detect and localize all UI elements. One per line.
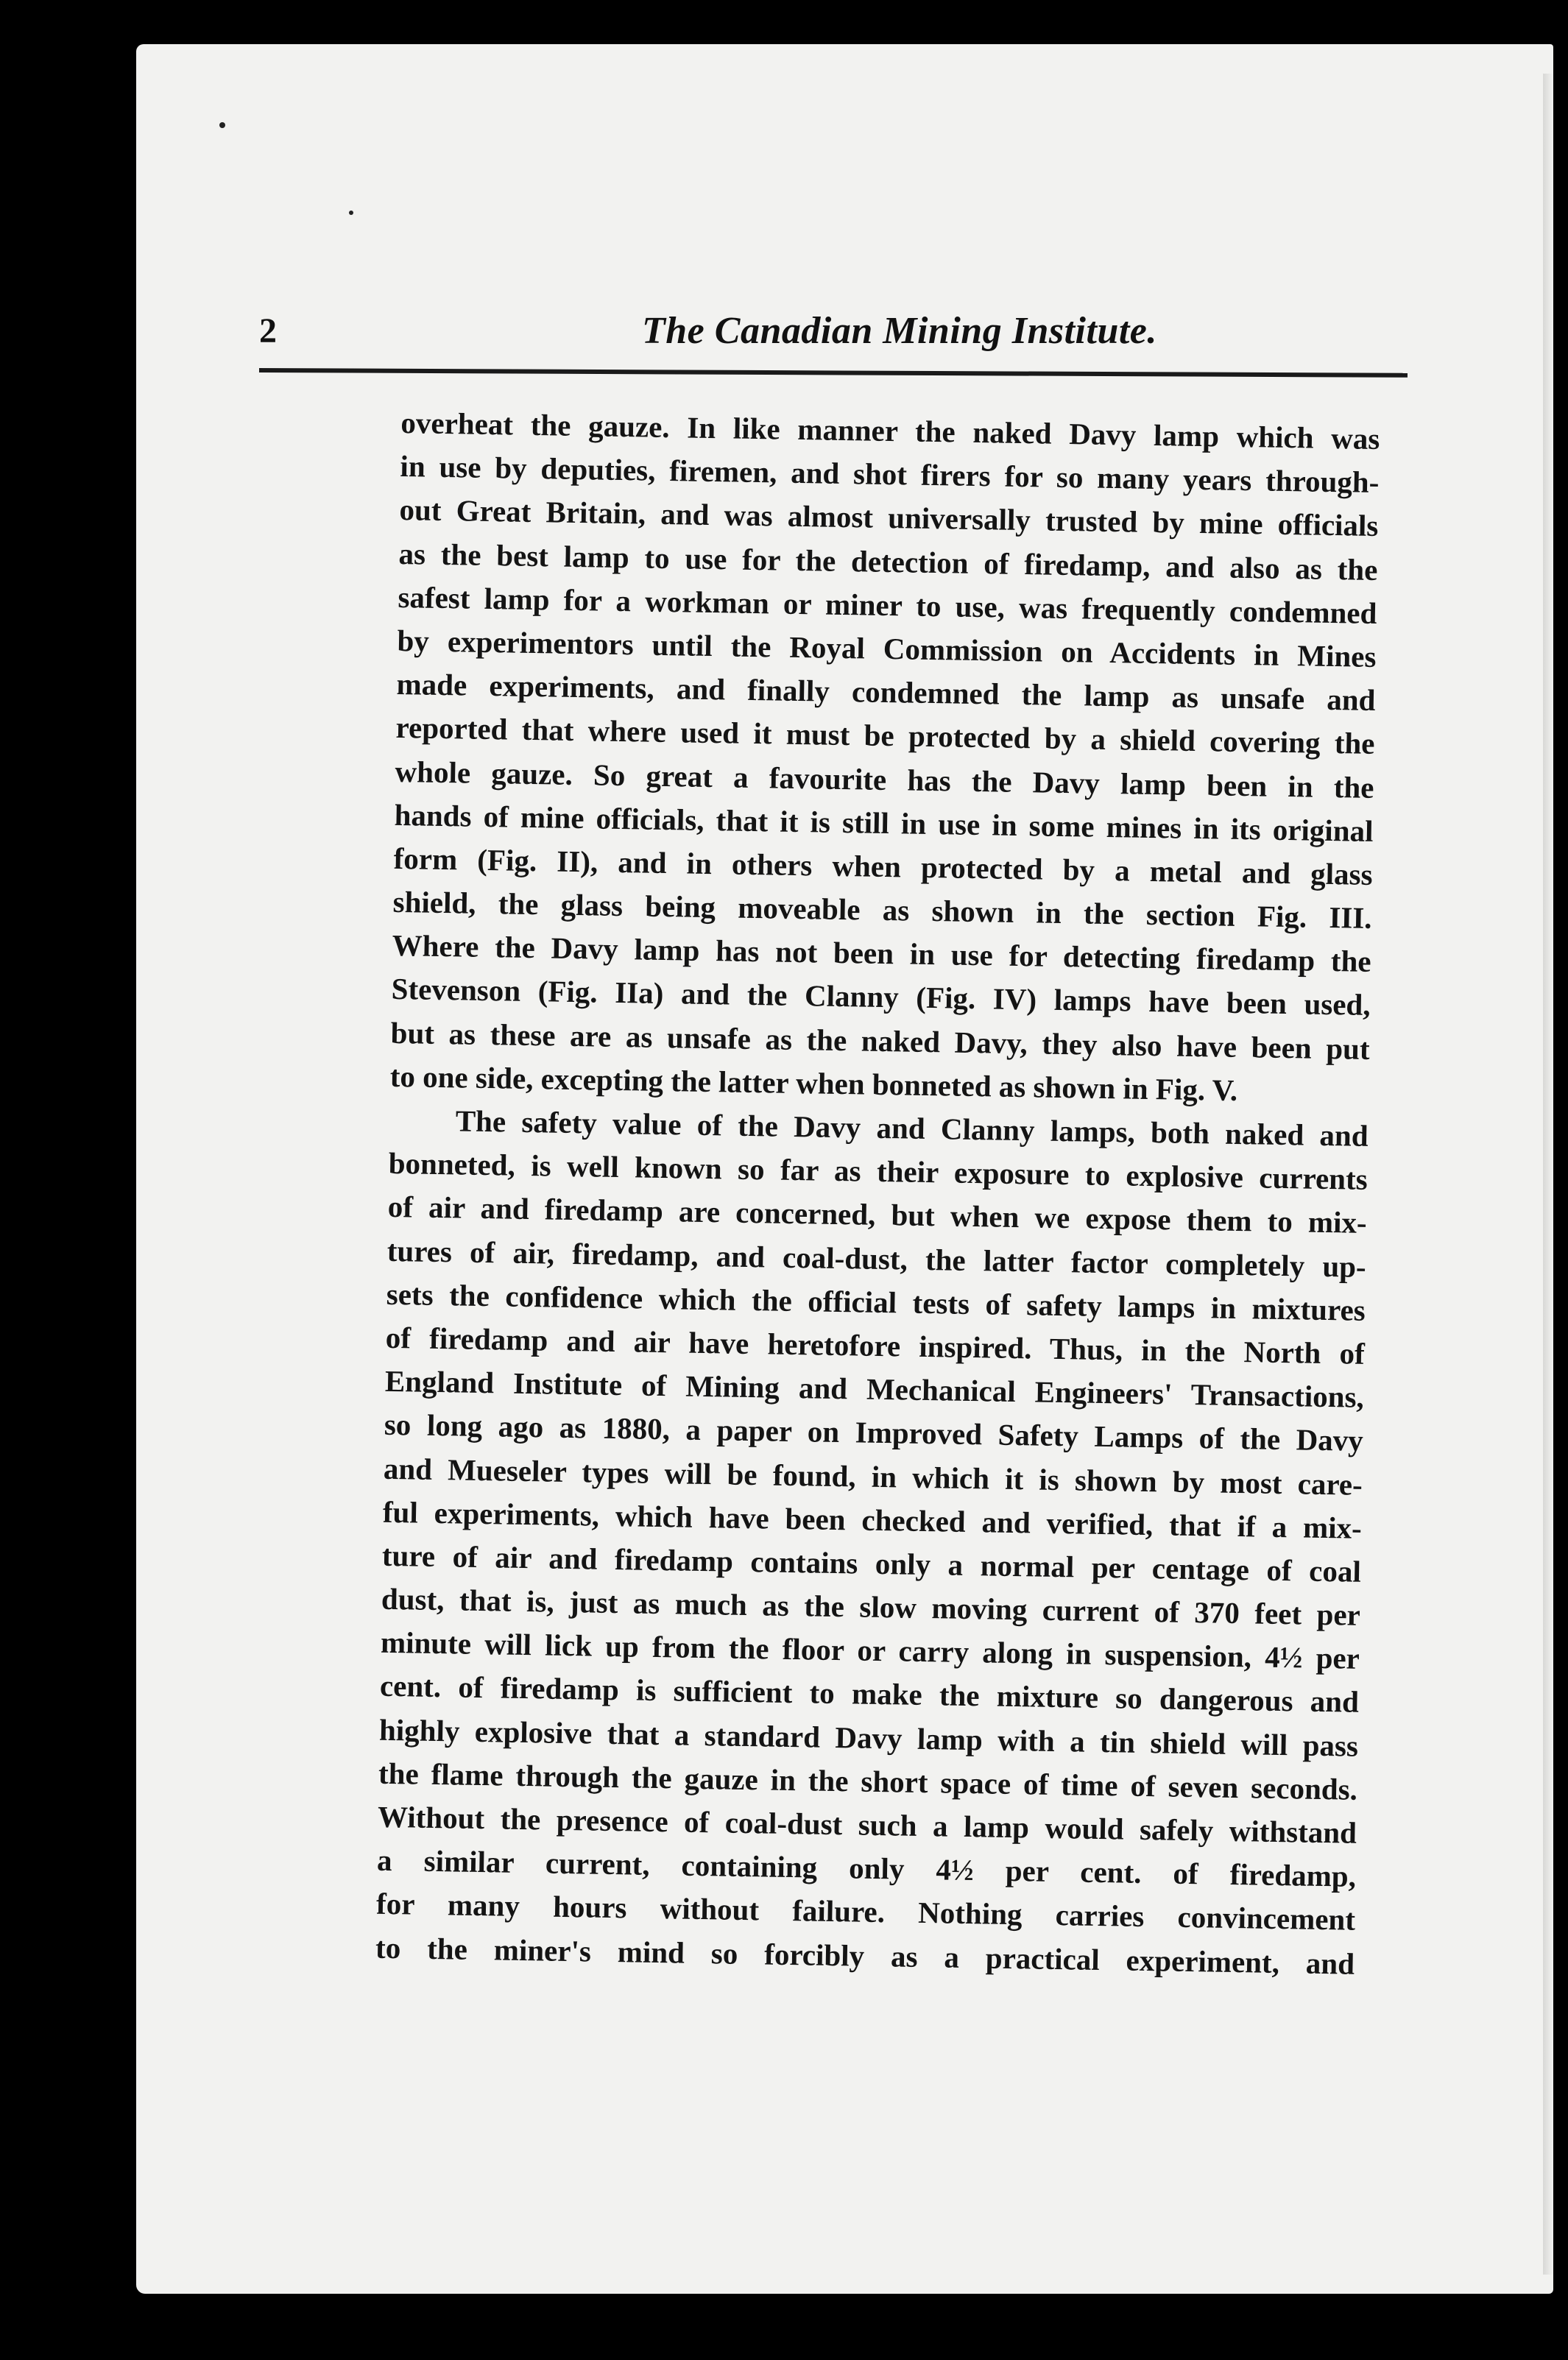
page-header <box>259 309 1395 368</box>
text-line: minute will lick up from the floor or carry along in suspension, 4½ per <box>380 1625 1360 1676</box>
text-line: England Institute of Mining and Mechanical Engineers' Transactions, <box>384 1363 1365 1414</box>
text-line: Stevenson (Fig. IIa) and the Clanny (Fig. IV) lamps have been used, <box>391 972 1371 1022</box>
text-line: the flame through the gauze in the short space of time of seven seconds. <box>378 1756 1358 1806</box>
text-line: dust, that is, just as much as the slow moving current of 370 feet per <box>381 1581 1361 1632</box>
text-line: in use by deputies, firemen, and shot firers for so many years through- <box>400 449 1380 500</box>
text-line: for many hours without failure. Nothing carries convincement <box>375 1887 1356 1937</box>
text-line: form (Fig. II), and in others when protected by a metal and glass <box>393 841 1373 891</box>
text-line: ful experiments, which have been checked and verified, that if a mix- <box>382 1494 1363 1545</box>
running-head: The Canadian Mining Institute. <box>642 310 1157 352</box>
text-line: by experimentors until the Royal Commission on Accidents in Mines <box>397 623 1377 674</box>
text-line: made experiments, and finally condemned the lamp as unsafe and <box>396 667 1376 718</box>
text-line: to the miner's mind so forcibly as a practical experiment, and <box>375 1930 1355 1981</box>
text-line: overheat the gauze. In like manner the naked Davy lamp which was <box>400 405 1380 456</box>
text-line: The safety value of the Davy and Clanny lamps, both naked and <box>455 1103 1369 1153</box>
text-line: bonneted, is well known so far as their exposure to explosive currents <box>388 1146 1369 1197</box>
text-line: shield, the glass being moveable as shown in the section Fig. III. <box>392 884 1372 936</box>
text-line: a similar current, containing only 4½ per cent. of firedamp, <box>376 1843 1357 1893</box>
page-edge-shadow <box>1543 74 1553 2275</box>
text-line: and Mueseler types will be found, in which it is shown by most care- <box>383 1451 1363 1502</box>
text-line: of firedamp and air have heretofore inspired. Thus, in the North of <box>385 1320 1366 1371</box>
page-number: 2 <box>259 311 277 350</box>
text-line: but as these are as unsafe as the naked Davy, they also have been put <box>390 1015 1370 1066</box>
text-line: Without the presence of coal-dust such a lamp would safely withstand <box>377 1799 1357 1850</box>
text-line: cent. of firedamp is sufficient to make the mixture so dangerous and <box>379 1669 1360 1720</box>
body-text <box>375 401 1380 1986</box>
text-line: highly explosive that a standard Davy lamp with a tin shield will pass <box>378 1712 1359 1763</box>
ink-speck <box>349 211 353 215</box>
text-line: tures of air, firedamp, and coal-dust, the latter factor completely up- <box>386 1233 1367 1284</box>
ink-speck <box>219 122 225 128</box>
text-line: of air and firedamp are concerned, but when we expose them to mix- <box>387 1190 1368 1240</box>
text-line: reported that where used it must be protected by a shield covering the <box>395 710 1375 761</box>
text-line: as the best lamp to use for the detection of firedamp, and also as the <box>398 536 1378 587</box>
text-line: so long ago as 1880, a paper on Improved Safety Lamps of the Davy <box>384 1407 1364 1458</box>
text-line: Where the Davy lamp has not been in use for detecting firedamp the <box>392 928 1371 979</box>
text-line: safest lamp for a workman or miner to use, was frequently condemned <box>398 579 1377 630</box>
text-line: sets the confidence which the official tests of safety lamps in mixtures <box>386 1276 1366 1327</box>
text-line: whole gauze. So great a favourite has the Davy lamp been in the <box>395 754 1374 805</box>
text-line: hands of mine officials, that it is still in use in some mines in its original <box>394 797 1374 848</box>
text-line: ture of air and firedamp contains only a normal per centage of coal <box>381 1538 1362 1589</box>
text-line: to one side, excepting the latter when bonneted as shown in Fig. V. <box>389 1059 1238 1107</box>
text-line: out Great Britain, and was almost universally trusted by mine officials <box>399 492 1379 543</box>
